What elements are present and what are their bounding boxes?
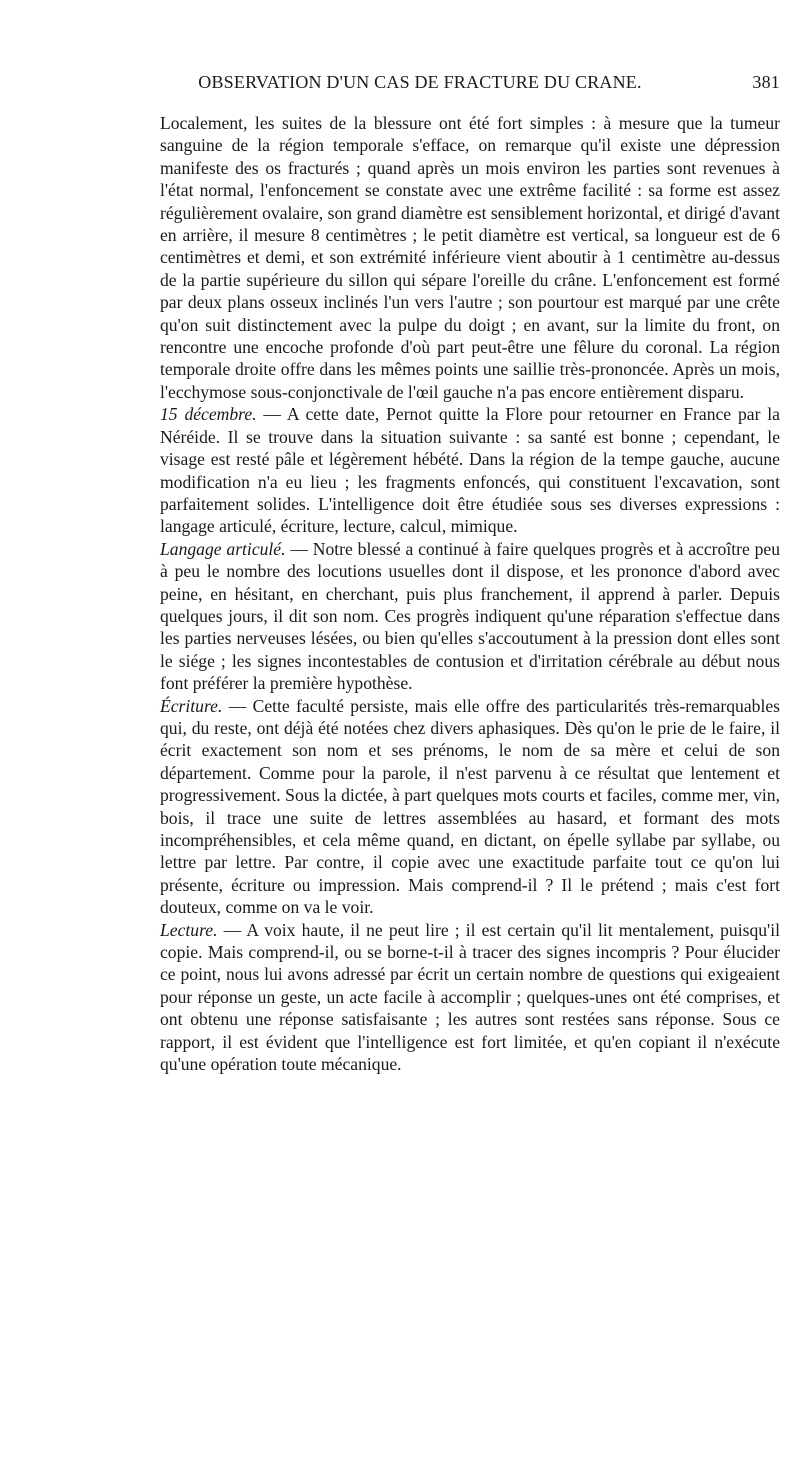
- paragraph-langage-articule: [160, 538, 780, 695]
- paragraph-text: — A cette date, Pernot quitte la Flore pour retourner en France par la Néréide. Il se trouve dans la situation suivante : sa santé est bonne ; cependant, le visage est resté pâle et légèrement hébété. Dans la région de la tempe gauche, aucune modification n'a eu lieu ; les fragments enfoncés, qui constituent l'excavation, sont parfaitement solides. L'intelligence doit être étudiée sous ses diverses expressions : langage articulé, écriture, lecture, calcul, mimique.: [160, 404, 780, 537]
- paragraph-lead: Écriture.: [160, 695, 223, 716]
- paragraph-15-decembre: [160, 403, 780, 537]
- paragraph-lead: Langage articulé.: [160, 538, 286, 559]
- paragraph-lead: Lecture.: [160, 919, 218, 940]
- paragraph-text: — A voix haute, il ne peut lire ; il est certain qu'il lit mentalement, puisqu'il copie. Mais comprend-il, ou se borne-t-il à tracer des signes incompris ? Pour élucider ce point, nous lui avons adressé par écrit un certain nombre de questions qui exigeaient pour réponse un geste, un acte facile à accomplir ; quelques-unes ont été comprises, et ont obtenu une réponse satisfaisante ; les autres sont restées sans réponse. Sous ce rapport, il est évident que l'intelligence est fort limitée, et qu'en copiant il n'exécute qu'une opération toute mécanique.: [160, 919, 780, 1075]
- paragraph-ecriture: [160, 695, 780, 919]
- running-title: OBSERVATION D'UN CAS DE FRACTURE DU CRANE.: [198, 72, 642, 92]
- paragraph-text: — Notre blessé a continué à faire quelques progrès et à accroître peu à peu le nombre des locutions usuelles dont il dispose, et les prononce d'abord avec peine, en hésitant, en cherchant, puis plus franchement, il apprend à parler. Depuis quelques jours, il dit son nom. Ces progrès indiquent qu'une réparation s'effectue dans les parties nerveuses lésées, ou bien qu'elles s'accoutument à la pression dont elles sont le siége ; les signes incontestables de contusion et d'irritation cérébrale au début nous font préférer la première hypothèse.: [160, 538, 780, 694]
- body-text: [160, 112, 780, 1075]
- paragraph-text: Localement, les suites de la blessure ont été fort simples : à mesure que la tumeur sanguine de la région temporale s'efface, on remarque qu'il existe une dépression manifeste des os fracturés ; quand après un mois environ les parties sont revenues à l'état normal, l'enfoncement se constate avec une extrême facilité : sa forme est assez régulièrement ovalaire, son grand diamètre est sensiblement horizontal, et dirigé d'avant en arrière, il mesure 8 centimètres ; le petit diamètre est vertical, sa longueur est de 6 centimètres et demi, et son extrémité inférieure vient aboutir à 1 centimètre au-dessus de la partie supérieure du sillon qui sépare l'oreille du crâne. L'enfoncement est formé par deux plans osseux inclinés l'un vers l'autre ; son pourtour est marqué par une crête qu'on suit distinctement avec la pulpe du doigt ; en avant, sur la limite du front, on rencontre une encoche profonde d'où part peut-être une fêlure du coronal. La région temporale droite offre dans les mêmes points une saillie très-prononcée. Après un mois, l'ecchymose sous-conjonctivale de l'œil gauche n'a pas encore entièrement disparu.: [160, 113, 780, 402]
- paragraph-text: — Cette faculté persiste, mais elle offre des particularités très-remarquables qui, du reste, ont déjà été notées chez divers aphasiques. Dès qu'on le prie de le faire, il écrit exactement son nom et ses prénoms, le nom de sa mère et celui de son département. Comme pour la parole, il n'est parvenu à ce résultat que lentement et progressivement. Sous la dictée, à part quelques mots courts et faciles, comme mer, vin, bois, il trace une suite de lettres assemblées au hasard, et formant des mots incompréhensibles, et cela même quand, en dictant, on épelle syllabe par syllabe, ou lettre par lettre. Par contre, il copie avec une exactitude parfaite tout ce qu'on lui présente, écriture ou impression. Mais comprend-il ? Il le prétend ; mais c'est fort douteux, comme on va le voir.: [160, 695, 780, 918]
- page-number: 381: [752, 72, 780, 92]
- running-header: [160, 72, 780, 100]
- paragraph-lead: 15 décembre.: [160, 404, 257, 425]
- paragraph-localement: [160, 112, 780, 403]
- paragraph-lecture: [160, 919, 780, 1076]
